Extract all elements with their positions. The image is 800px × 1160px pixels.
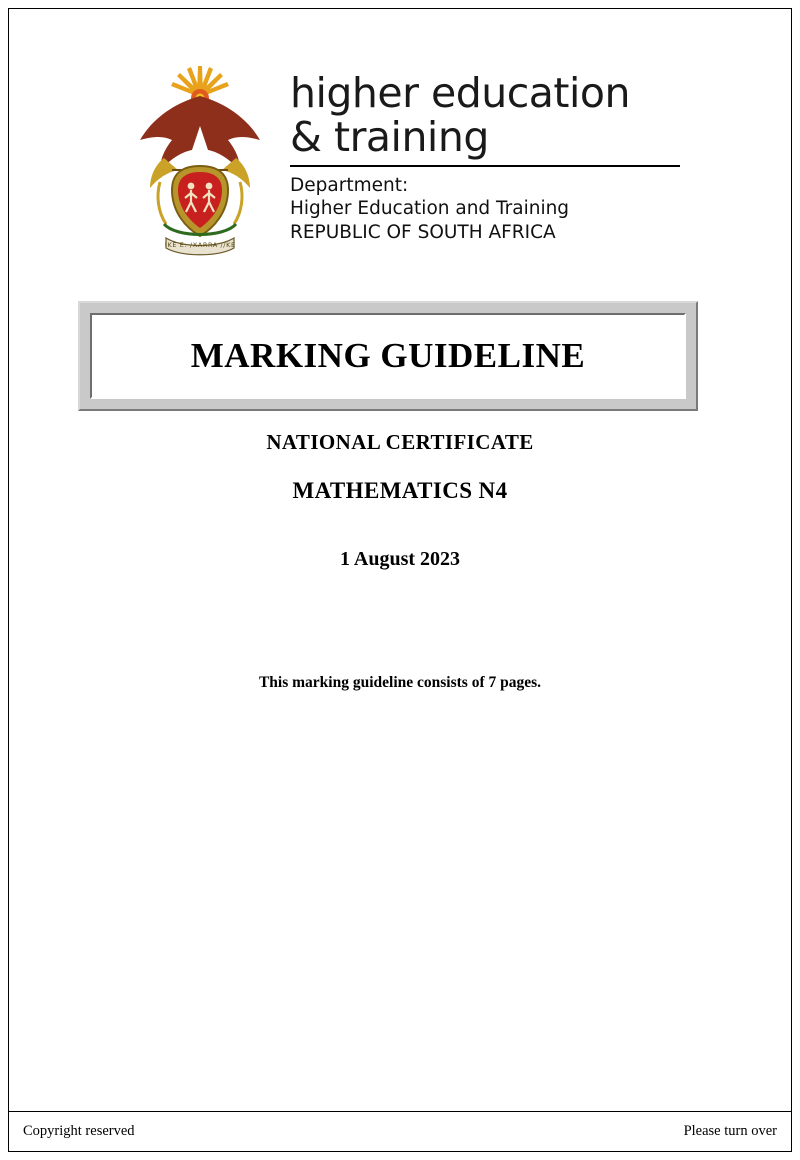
page-title: MARKING GUIDELINE xyxy=(190,336,586,375)
copyright-note: Copyright reserved xyxy=(23,1123,135,1139)
department-title-line1: higher education xyxy=(290,69,630,117)
department-title-line2: & training xyxy=(290,112,489,161)
department-name: Higher Education and Training xyxy=(290,198,570,220)
exam-date: 1 August 2023 xyxy=(339,548,461,570)
page-footer xyxy=(9,1111,791,1151)
wordmark-divider xyxy=(290,165,680,167)
subject-line: MATHEMATICS N4 xyxy=(292,478,508,503)
coat-of-arms-icon xyxy=(120,62,280,262)
document-header xyxy=(0,62,800,262)
department-label: Department: xyxy=(290,174,409,196)
page-count-note: This marking guideline consists of 7 pages. xyxy=(258,674,542,691)
title-box-inner xyxy=(90,313,686,399)
marking-guideline-title-box xyxy=(78,301,698,411)
turn-over-note: Please turn over xyxy=(683,1123,777,1139)
certificate-line: NATIONAL CERTIFICATE xyxy=(266,430,534,454)
department-wordmark xyxy=(290,62,680,245)
svg-text:!KE E: /XARRA //KE: !KE E: /XARRA //KE xyxy=(164,241,236,249)
country-name: REPUBLIC OF SOUTH AFRICA xyxy=(290,222,556,244)
